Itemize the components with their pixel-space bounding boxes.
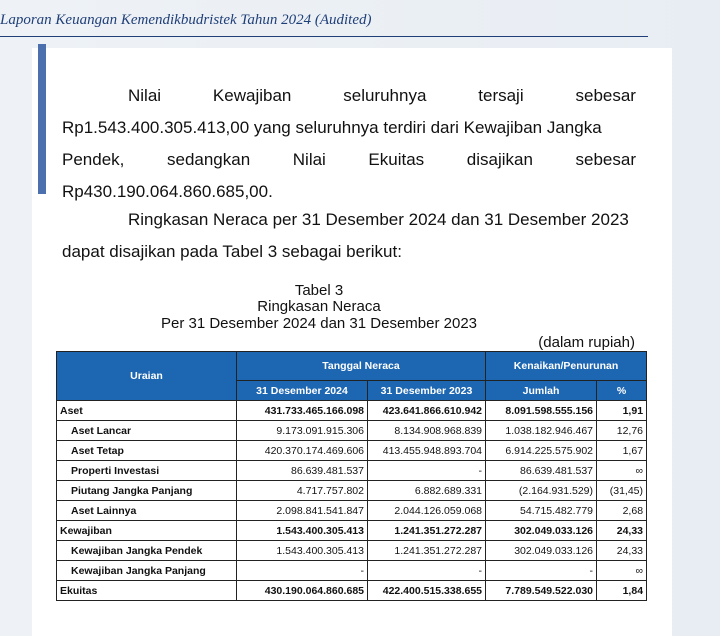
value-percent: 2,68 — [597, 501, 647, 521]
table-row — [57, 521, 647, 541]
value-2024: 86.639.481.537 — [237, 461, 368, 481]
value-2023: 413.455.948.893.704 — [368, 441, 486, 461]
paragraph-line: Ringkasan Neraca per 31 Desember 2024 dan 31 Desember 2023 — [128, 210, 629, 229]
header-2023: 31 Desember 2023 — [368, 381, 486, 401]
value-2023: - — [368, 561, 486, 581]
table-row — [57, 561, 647, 581]
word: Pendek, — [62, 150, 125, 169]
value-2024: 420.370.174.469.606 — [237, 441, 368, 461]
value-2024: - — [237, 561, 368, 581]
header-kenaikan-penurunan: Kenaikan/Penurunan — [486, 352, 647, 381]
value-jumlah: 302.049.033.126 — [486, 541, 597, 561]
value-percent: 1,67 — [597, 441, 647, 461]
table-caption-title: Ringkasan Neraca — [257, 298, 381, 315]
value-2023: 1.241.351.272.287 — [368, 541, 486, 561]
row-label: Piutang Jangka Panjang — [57, 481, 237, 501]
header-jumlah: Jumlah — [486, 381, 597, 401]
table-caption-period: Per 31 Desember 2024 dan 31 Desember 2023 — [160, 315, 478, 332]
value-percent: 12,76 — [597, 421, 647, 441]
paragraph-summary-intro — [62, 204, 636, 268]
header-percent: % — [597, 381, 647, 401]
balance-sheet-summary-table — [56, 351, 647, 601]
row-label: Kewajiban Jangka Pendek — [57, 541, 237, 561]
value-percent: 24,33 — [597, 521, 647, 541]
value-2023: 422.400.515.338.655 — [368, 581, 486, 601]
paragraph-line: Rp430.190.064.860.685,00. — [62, 182, 273, 201]
header-tanggal-neraca: Tanggal Neraca — [237, 352, 486, 381]
word: Ekuitas — [368, 150, 425, 169]
word: tersaji — [478, 86, 524, 105]
table-row — [57, 481, 647, 501]
word: Nilai — [128, 86, 162, 105]
value-2024: 1.543.400.305.413 — [237, 521, 368, 541]
paragraph-line — [62, 144, 636, 176]
row-label: Properti Investasi — [57, 461, 237, 481]
word: sebesar — [575, 150, 636, 169]
paragraph-line — [62, 80, 636, 112]
word: disajikan — [466, 150, 533, 169]
table-row — [57, 421, 647, 441]
paragraph-line: Rp1.543.400.305.413,00 yang seluruhnya terdiri dari Kewajiban Jangka — [62, 118, 602, 137]
value-2023: - — [368, 461, 486, 481]
value-jumlah: 6.914.225.575.902 — [486, 441, 597, 461]
value-2023: 8.134.908.968.839 — [368, 421, 486, 441]
table-row — [57, 461, 647, 481]
value-2023: 1.241.351.272.287 — [368, 521, 486, 541]
word: sedangkan — [166, 150, 251, 169]
header-rule — [0, 36, 648, 37]
word: Nilai — [292, 150, 326, 169]
value-2024: 9.173.091.915.306 — [237, 421, 368, 441]
table-row — [57, 501, 647, 521]
value-percent: 1,84 — [597, 581, 647, 601]
table-row — [57, 541, 647, 561]
word: seluruhnya — [343, 86, 427, 105]
value-2023: 6.882.689.331 — [368, 481, 486, 501]
value-2023: 2.044.126.059.068 — [368, 501, 486, 521]
header-uraian: Uraian — [57, 352, 237, 401]
header-2024: 31 Desember 2024 — [237, 381, 368, 401]
table-unit-note: (dalam rupiah) — [538, 334, 635, 351]
word: sebesar — [575, 86, 636, 105]
row-label: Kewajiban — [57, 521, 237, 541]
row-label: Aset — [57, 401, 237, 421]
value-jumlah: 7.789.549.522.030 — [486, 581, 597, 601]
value-percent: ∞ — [597, 461, 647, 481]
value-percent: 24,33 — [597, 541, 647, 561]
value-2024: 4.717.757.802 — [237, 481, 368, 501]
row-label: Aset Lainnya — [57, 501, 237, 521]
row-label: Aset Lancar — [57, 421, 237, 441]
table-row — [57, 441, 647, 461]
value-2024: 2.098.841.541.847 — [237, 501, 368, 521]
value-2024: 1.543.400.305.413 — [237, 541, 368, 561]
table-row — [57, 401, 647, 421]
value-jumlah: 86.639.481.537 — [486, 461, 597, 481]
value-jumlah: 8.091.598.555.156 — [486, 401, 597, 421]
value-percent: ∞ — [597, 561, 647, 581]
value-2023: 423.641.866.610.942 — [368, 401, 486, 421]
table-caption-number: Tabel 3 — [294, 282, 344, 299]
value-2024: 431.733.465.166.098 — [237, 401, 368, 421]
value-jumlah: 54.715.482.779 — [486, 501, 597, 521]
row-label: Aset Tetap — [57, 441, 237, 461]
value-2024: 430.190.064.860.685 — [237, 581, 368, 601]
paragraph-liabilities — [62, 80, 636, 208]
paragraph-line: dapat disajikan pada Tabel 3 sebagai berikut: — [62, 242, 402, 261]
value-jumlah: (2.164.931.529) — [486, 481, 597, 501]
word: Kewajiban — [212, 86, 292, 105]
value-percent: 1,91 — [597, 401, 647, 421]
side-accent-bar — [38, 44, 46, 194]
row-label: Ekuitas — [57, 581, 237, 601]
value-jumlah: 302.049.033.126 — [486, 521, 597, 541]
value-jumlah: - — [486, 561, 597, 581]
table-row — [57, 581, 647, 601]
document-header-title: Laporan Keuangan Kemendikbudristek Tahun 2024 (Audited) — [0, 12, 372, 28]
value-percent: (31,45) — [597, 481, 647, 501]
row-label: Kewajiban Jangka Panjang — [57, 561, 237, 581]
value-jumlah: 1.038.182.946.467 — [486, 421, 597, 441]
